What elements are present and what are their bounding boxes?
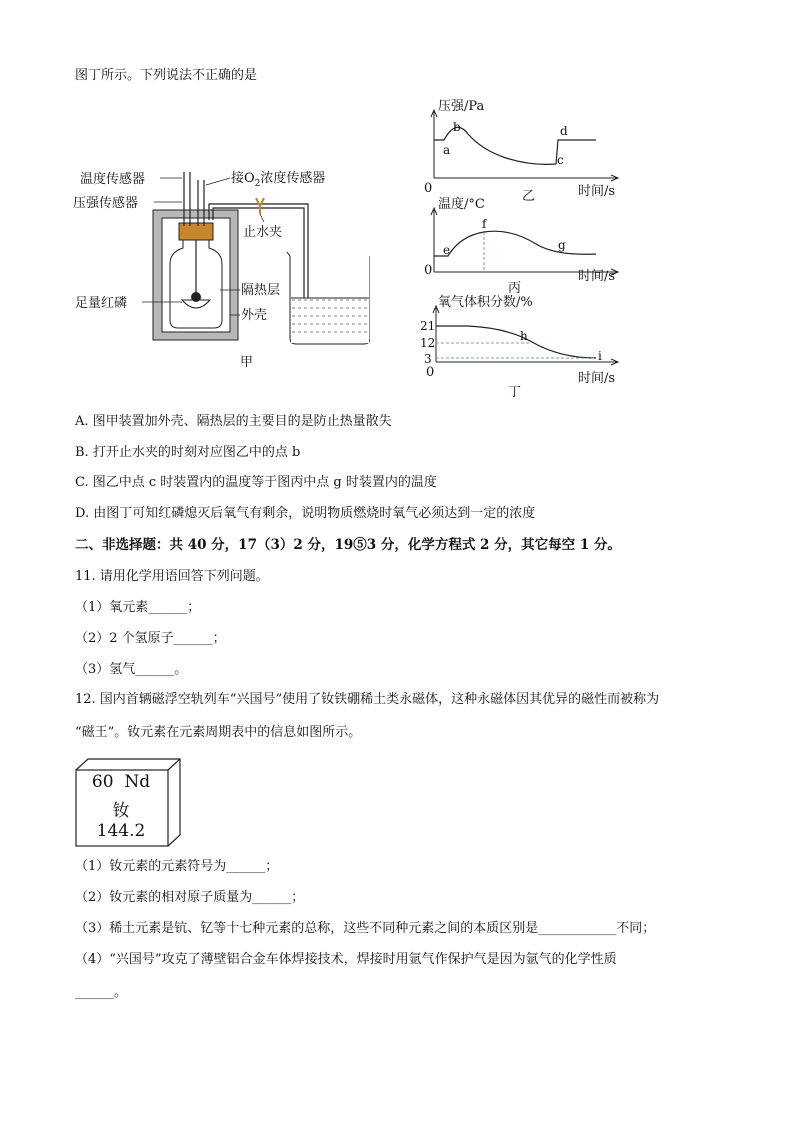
svg-text:h: h [520,329,528,343]
svg-text:e: e [443,243,451,257]
graph-ding [420,294,630,400]
svg-text:i: i [598,349,602,363]
graph-bing [420,196,630,298]
temperature-curve [434,231,596,256]
svg-text:0: 0 [424,263,433,278]
svg-text:0: 0 [424,181,433,196]
intro-text: 图丁所示。下列说法不正确的是 [75,68,258,83]
svg-text:丙: 丙 [508,281,522,296]
svg-text:时间/s: 时间/s [578,371,616,386]
svg-text:氧气体积分数/%: 氧气体积分数/% [438,295,533,310]
svg-text:d: d [560,124,568,138]
option-a: A. 图甲装置加外壳、隔热层的主要目的是防止热量散失 [75,414,392,429]
q12-item: （2）钕元素的相对原子质量为______； [75,890,305,905]
q12-stem-line1: 12. 国内首辆磁浮空轨列车“兴国号”使用了钕铁硼稀土类永磁体，这种永磁体因其优异的磁性而被称为 [75,692,660,707]
apparatus-diagram [70,160,370,375]
element-mass: 144.2 [96,821,146,841]
section-heading: 二、非选择题：共 40 分，17（3）2 分，19⑤3 分，化学方程式 2 分，其它每空 1 分。 [75,537,621,553]
svg-text:b: b [453,120,461,134]
q11-item: （3）氢气______。 [75,662,188,677]
svg-text:时间/s: 时间/s [578,269,616,284]
svg-text:0: 0 [426,365,435,380]
element-number-symbol: 60 Nd [91,772,151,792]
svg-text:c: c [557,153,564,167]
option-b: B. 打开止水夹的时刻对应图乙中的点 b [75,445,301,460]
q11-item: （2）2 个氢原子______； [75,631,226,646]
graph-yi [420,98,630,204]
phosphorus-label: 足量红磷 [75,296,128,311]
q11-stem: 11. 请用化学用语回答下列问题。 [75,569,269,584]
option-d: D. 由图丁可知红磷熄灭后氧气有剩余，说明物质燃烧时氧气必须达到一定的浓度 [75,506,536,521]
svg-text:a: a [443,143,451,157]
svg-text:温度/°C: 温度/°C [438,197,485,212]
temp-sensor-label: 温度传感器 [80,172,146,187]
clamp-label: 止水夹 [243,225,283,240]
element-card [75,758,185,848]
oxygen-curve [436,326,596,358]
caption-jia: 甲 [240,355,254,370]
svg-text:f: f [482,217,487,231]
water-clamp [256,198,264,214]
svg-text:时间/s: 时间/s [578,184,616,199]
red-phosphorus [191,292,201,302]
q11-item: （1）氧元素______； [75,600,201,615]
element-name: 钕 [112,801,130,821]
q12-item: （3）稀土元素是钪、钇等十七种元素的总称，这些不同种元素之间的本质区别是____________不同； [75,921,656,936]
q12-item-continuation: ______。 [75,985,128,1000]
q12-item: （4）“兴国号”攻克了薄壁铝合金车体焊接技术，焊接时用氩气作保护气是因为氩气的化学性质 [75,952,617,967]
insulation-label: 隔热层 [241,283,281,298]
svg-text:3: 3 [424,352,432,366]
svg-text:12: 12 [420,336,436,350]
svg-text:压强/Pa: 压强/Pa [438,99,485,114]
svg-text:乙: 乙 [522,189,536,204]
shell-label: 外壳 [241,308,268,323]
svg-text:21: 21 [420,319,436,333]
option-c: C. 图乙中点 c 时装置内的温度等于图丙中点 g 时装置内的温度 [75,475,437,490]
q12-item: （1）钕元素的元素符号为______； [75,859,279,874]
pressure-sensor-label: 压强传感器 [73,196,139,211]
q12-stem-line2: “磁王”。钕元素在元素周期表中的信息如图所示。 [75,725,362,740]
svg-text:g: g [558,238,566,252]
svg-text:丁: 丁 [508,385,522,400]
o2-sensor-label: 接$O_2$浓度传感器 [231,171,326,189]
